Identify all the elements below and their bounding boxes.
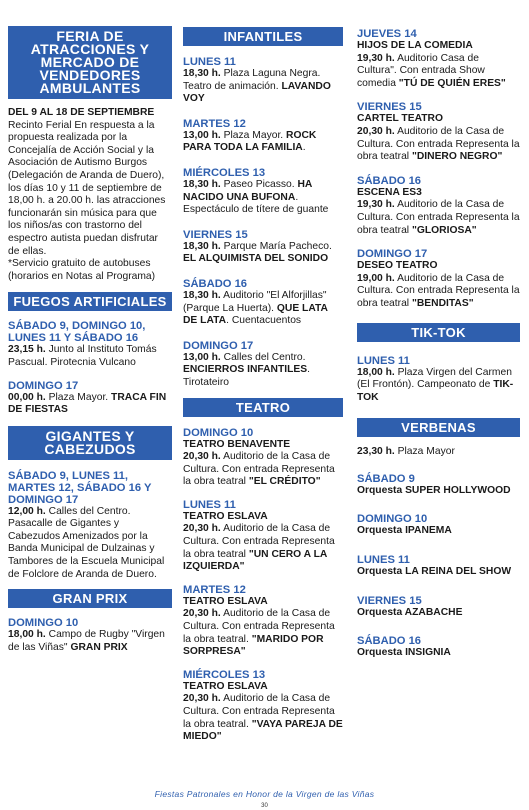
- event-time: 23,15 h.: [8, 344, 46, 356]
- event-title: TRACA FIN DE FIESTAS: [8, 391, 167, 416]
- company-name: CARTEL TEATRO: [357, 113, 443, 125]
- event-time: 20,30 h.: [357, 125, 395, 137]
- band-name: Orquesta LA REINA DEL SHOW: [357, 566, 512, 578]
- gigantes-event: [8, 470, 172, 582]
- verbenas-time: [357, 446, 520, 459]
- column-middle: [183, 0, 343, 751]
- company-name: TEATRO ESLAVA: [183, 680, 268, 692]
- event-day: DOMINGO 17: [8, 379, 79, 392]
- event-time: 12,00 h.: [8, 505, 46, 517]
- company-name: TEATRO ESLAVA: [183, 595, 268, 607]
- event-time: 20,30 h.: [183, 608, 221, 620]
- event-day: LUNES 11: [183, 56, 236, 68]
- event-time: 20,30 h.: [183, 523, 221, 535]
- list-item: [183, 340, 343, 390]
- band-name: Orquesta SUPER HOLLYWOOD: [357, 484, 511, 496]
- feria-block: [8, 107, 172, 283]
- list-item: [183, 167, 343, 217]
- event-text: Auditorio de la Casa de Cultura. Con entrada Representa la obra teatral: [183, 451, 335, 488]
- event-title: "TÚ DE QUIÉN ERES": [398, 77, 506, 89]
- event-text: Plaza Laguna Negra. Teatro de animación.: [183, 68, 321, 92]
- event-title: GRAN PRIX: [70, 641, 128, 653]
- list-item: [357, 554, 520, 579]
- event-day: SÁBADO 9, DOMINGO 10, LUNES 11 Y SÁBADO 16: [8, 320, 146, 345]
- list-item: [357, 513, 520, 538]
- fuegos-event-1: [8, 320, 172, 369]
- fuegos-event-2: [8, 380, 172, 417]
- infantiles-list: [183, 56, 343, 390]
- event-time: 18,30 h.: [183, 68, 221, 79]
- event-tail: . Cuentacuentos: [226, 315, 302, 327]
- event-text: Calles del Centro.: [220, 351, 306, 363]
- list-item: [357, 595, 520, 620]
- list-item: [183, 499, 343, 574]
- event-title: TIK-TOK: [357, 379, 514, 403]
- event-day: SÁBADO 16: [183, 277, 248, 290]
- section-title-tiktok: TIK-TOK: [357, 323, 520, 342]
- section-title-teatro: TEATRO: [183, 398, 343, 417]
- event-title: ROCK PARA TODA LA FAMILIA: [183, 129, 317, 154]
- granprix-event: [8, 617, 172, 654]
- event-day: LUNES 11: [183, 498, 236, 511]
- event-title: LAVANDO VOY: [183, 80, 331, 105]
- list-item: [357, 28, 520, 90]
- event-title: "MARIDO POR SORPRESA": [183, 633, 324, 658]
- event-day: JUEVES 14: [357, 28, 417, 40]
- event-text: Calles del Centro. Pasacalle de Gigantes y Cabezudos Amenizados por la Banda Municipal de Dulzainas y Tambores de la Escuela Municipal de Folclore de Aranda de Duero.: [8, 505, 165, 580]
- event-title: "DINERO NEGRO": [411, 151, 503, 163]
- list-item: [357, 101, 520, 163]
- event-text: Auditorio de la Casa de Cultura. Con entrada Representa la obra teatral: [357, 272, 520, 309]
- event-text: Junto al Instituto Tomás Pascual. Pirotecnia Vulcano: [8, 344, 157, 368]
- event-text: Auditorio "El Alforjillas" (Parque La Huerta).: [183, 289, 327, 314]
- column-right: [357, 0, 520, 660]
- section-title-verbenas: VERBENAS: [357, 418, 520, 437]
- event-time: 13,00 h.: [183, 129, 221, 141]
- event-title: QUE LATA DE LATA: [183, 302, 328, 327]
- list-item: [183, 669, 343, 744]
- section-title-granprix: GRAN PRIX: [8, 589, 172, 608]
- event-day: DOMINGO 10: [183, 426, 254, 439]
- list-item: [357, 175, 520, 237]
- event-text: Auditorio Casa de Cultura". Con entrada Show comedia: [357, 52, 485, 89]
- event-title: "GLORIOSA": [411, 224, 477, 236]
- event-text: Plaza Mayor.: [220, 129, 287, 141]
- event-text: Auditorio de la Casa de Cultura. Con entrada Representa la obra teatral: [357, 125, 520, 163]
- event-time: 19,30 h.: [357, 52, 395, 64]
- feria-text: Recinto Ferial En respuesta a la propuesta realizada por la Concejalía de Acción Social y la Asociación de Autismo Burgos (Delegación de Aranda de Duero), los días 10 y 11 de septiembre de 18,00 h. a 20.00 h. las atracciones funcionarán sin música para que los niños/as con trastorno del espectro autista puedan disfrutar de ellas.: [8, 119, 166, 257]
- list-item: [357, 248, 520, 310]
- event-title: "EL CRÉDITO": [248, 476, 321, 488]
- column-left: [8, 0, 172, 654]
- feria-note: *Servicio gratuito de autobuses (horarios en Notas al Programa): [8, 258, 156, 282]
- event-day: DOMINGO 10: [8, 617, 79, 630]
- event-time: 19,30 h.: [357, 199, 395, 211]
- tiktok-event: [357, 355, 520, 405]
- list-item: [357, 473, 520, 498]
- event-text: Auditorio de la Casa de Cultura. Con entrada Representa la obra teatral.: [183, 693, 335, 730]
- event-title: EL ALQUIMISTA DEL SONIDO: [183, 253, 329, 265]
- list-item: [183, 229, 343, 266]
- event-day: SÁBADO 16: [357, 174, 422, 187]
- event-tail: . Espectáculo de títere de guante: [183, 191, 329, 216]
- event-day: VIERNES 15: [183, 228, 248, 241]
- event-text: Plaza Virgen del Carmen (El Frontón). Campeonato de: [357, 366, 512, 391]
- event-text: Auditorio de la Casa de Cultura. Con entrada Representa la obra teatral: [183, 523, 335, 560]
- event-day: MARTES 12: [183, 583, 246, 596]
- event-day: DOMINGO 10: [357, 513, 428, 526]
- list-item: [183, 584, 343, 659]
- event-time: 13,00 h.: [183, 351, 221, 363]
- list-item: [357, 635, 520, 660]
- company-name: TEATRO ESLAVA: [183, 510, 268, 522]
- event-text: Paseo Picasso.: [220, 178, 298, 190]
- event-time: 20,30 h.: [183, 693, 221, 705]
- company-name: DESEO TEATRO: [357, 260, 438, 272]
- event-day: VIERNES 15: [357, 101, 422, 114]
- event-day: LUNES 11: [357, 554, 410, 567]
- event-text: Parque María Pacheco.: [220, 240, 332, 252]
- list-item: [183, 427, 343, 489]
- section-title-fuegos: FUEGOS ARTIFICIALES: [8, 292, 172, 311]
- page-number: 30: [261, 803, 268, 809]
- event-title: "UN CERO A LA IZQUIERDA": [183, 548, 327, 573]
- event-time: 20,30 h.: [183, 451, 221, 463]
- event-title: "BENDITAS": [411, 297, 474, 309]
- event-text: Auditorio de la Casa de Cultura. Con entrada Representa la obra teatral.: [183, 608, 335, 645]
- event-day: MIÉRCOLES 13: [183, 668, 266, 681]
- event-time: 18,30 h.: [183, 240, 221, 252]
- feria-dates: DEL 9 AL 18 DE SEPTIEMBRE: [8, 107, 155, 118]
- verbenas-list: [357, 473, 520, 660]
- event-title: ENCIERROS INFANTILES: [183, 364, 308, 376]
- band-name: Orquesta INSIGNIA: [357, 647, 451, 659]
- event-title: "VAYA PAREJA DE MIEDO": [183, 718, 343, 743]
- section-title-feria: FERIA DE ATRACCIONES Y MERCADO DE VENDEDORES AMBULANTES: [8, 26, 172, 99]
- event-time: 00,00 h.: [8, 391, 46, 403]
- teatro-list: [183, 427, 343, 744]
- event-time: 18,00 h.: [8, 629, 46, 641]
- event-day: LUNES 11: [357, 354, 410, 367]
- event-text: Plaza Mayor.: [45, 391, 112, 403]
- event-day: SÁBADO 16: [357, 635, 422, 648]
- event-day: DOMINGO 17: [357, 248, 428, 261]
- list-item: [183, 118, 343, 155]
- event-text: Auditorio de la Casa de Cultura. Con entrada Representa la obra teatral: [357, 199, 520, 236]
- band-name: Orquesta AZABACHE: [357, 606, 463, 618]
- teatro-continued-list: [357, 28, 520, 311]
- event-title: HA NACIDO UNA BUFONA: [183, 178, 312, 203]
- company-name: TEATRO BENAVENTE: [183, 438, 291, 450]
- event-day: MARTES 12: [183, 117, 246, 130]
- section-title-gigantes: GIGANTES Y CABEZUDOS: [8, 426, 172, 460]
- event-day: MIÉRCOLES 13: [183, 166, 266, 179]
- event-day: DOMINGO 17: [183, 339, 254, 352]
- company-name: HIJOS DE LA COMEDIA: [357, 40, 473, 51]
- event-day: VIERNES 15: [357, 594, 422, 607]
- event-tail: .: [302, 142, 306, 154]
- event-time: 18,00 h.: [357, 366, 395, 378]
- event-day: SÁBADO 9: [357, 472, 415, 485]
- event-time: 23,30 h.: [357, 446, 395, 458]
- event-tail: . Tirotateiro: [183, 364, 311, 388]
- band-name: Orquesta IPANEMA: [357, 525, 452, 537]
- event-text: Campo de Rugby "Virgen de las Viñas": [8, 629, 165, 653]
- company-name: ESCENA ES3: [357, 186, 422, 198]
- event-place: Plaza Mayor: [394, 446, 455, 458]
- list-item: [183, 278, 343, 328]
- page-footer: Fiestas Patronales en Honor de la Virgen de las Viñas: [154, 789, 375, 799]
- list-item: [183, 56, 343, 106]
- event-time: 19,00 h.: [357, 272, 395, 284]
- section-title-infantiles: INFANTILES: [183, 27, 343, 46]
- event-day: SÁBADO 9, LUNES 11, MARTES 12, SÁBADO 16 Y DOMINGO 17: [8, 469, 152, 506]
- event-time: 18,30 h.: [183, 178, 221, 190]
- event-time: 18,30 h.: [183, 289, 221, 301]
